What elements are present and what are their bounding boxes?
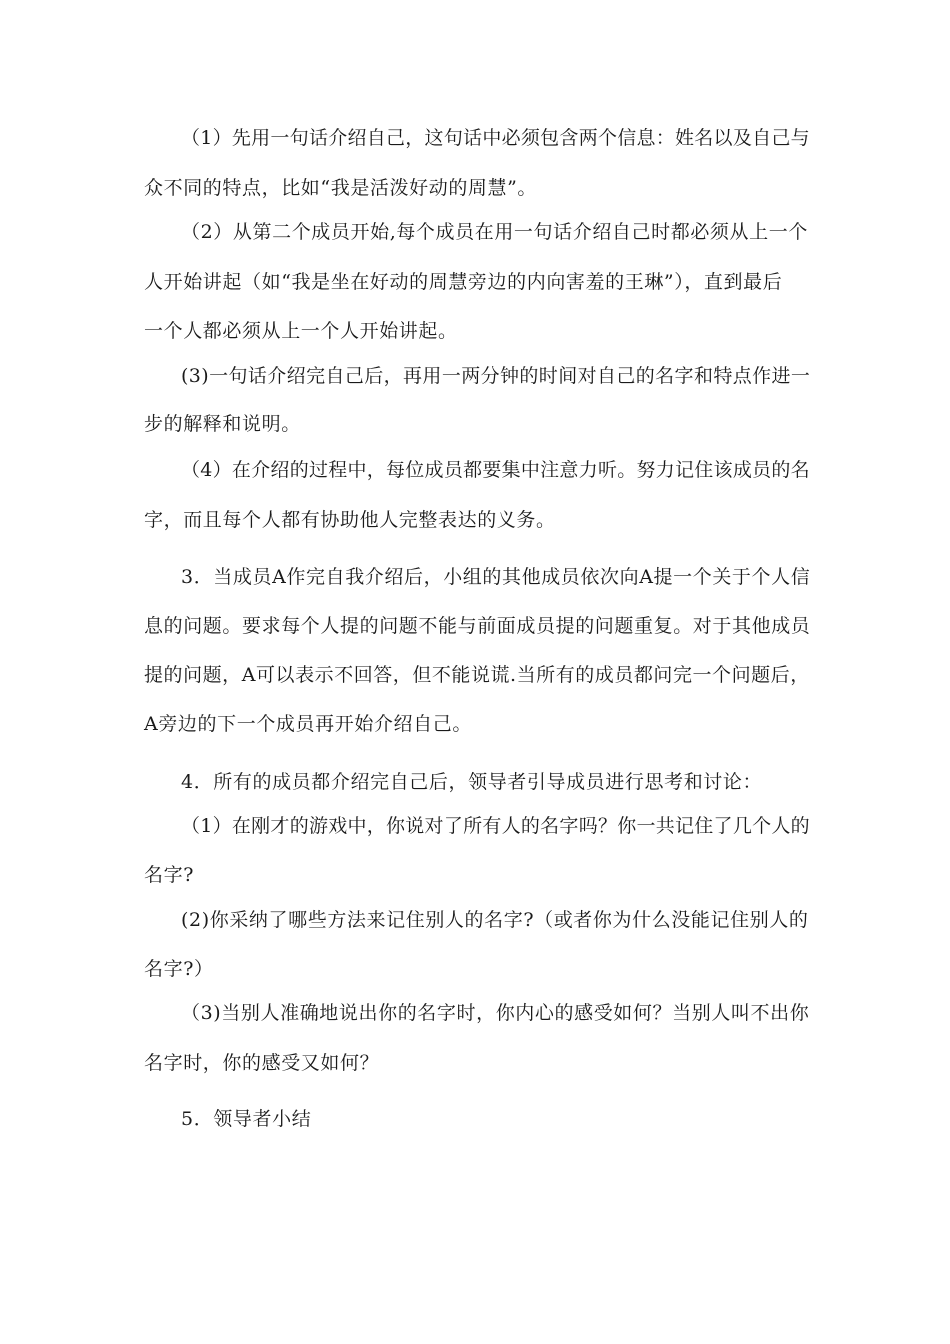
text-line: （2）从第二个成员开始,每个成员在用一句话介绍自己时都必须从上一个	[181, 221, 808, 243]
text-line: （4）在介绍的过程中，每位成员都要集中注意力听。努力记住该成员的名	[181, 459, 810, 481]
text-line: A旁边的下一个成员再开始介绍自己。	[144, 713, 472, 735]
text-line: 4．所有的成员都介绍完自己后，领导者引导成员进行思考和讨论：	[181, 771, 763, 793]
text-line: 5．领导者小结	[181, 1108, 312, 1130]
text-line: 众不同的特点，比如“我是活泼好动的周慧”。	[144, 177, 538, 199]
text-line: (2)你采纳了哪些方法来记住别人的名字?（或者你为什么没能记住别人的	[181, 909, 809, 931]
text-line: 一个人都必须从上一个人开始讲起。	[144, 320, 458, 342]
text-line: 提的问题，A可以表示不回答，但不能说谎.当所有的成员都问完一个问题后，	[144, 664, 810, 686]
text-line: 3．当成员A作完自我介绍后，小组的其他成员依次向A提一个关于个人信	[181, 566, 811, 588]
text-line: （1）在刚才的游戏中，你说对了所有人的名字吗？你一共记住了几个人的	[181, 815, 810, 837]
text-line: 名字?）	[144, 958, 214, 980]
text-line: 息的问题。要求每个人提的问题不能与前面成员提的问题重复。对于其他成员	[144, 615, 811, 637]
text-line: (3)一句话介绍完自己后，再用一两分钟的时间对自己的名字和特点作进一	[181, 365, 811, 387]
text-line: 步的解释和说明。	[144, 413, 301, 435]
text-line: （1）先用一句话介绍自己，这句话中必须包含两个信息：姓名以及自己与	[181, 127, 810, 149]
text-line: 名字?	[144, 864, 194, 886]
text-line: （3)当别人准确地说出你的名字时，你内心的感受如何？当别人叫不出你	[181, 1002, 810, 1024]
text-line: 名字时，你的感受又如何？	[144, 1052, 380, 1074]
text-line: 人开始讲起（如“我是坐在好动的周慧旁边的内向害羞的王琳”），直到最后	[144, 271, 783, 293]
text-line: 字，而且每个人都有协助他人完整表达的义务。	[144, 509, 556, 531]
